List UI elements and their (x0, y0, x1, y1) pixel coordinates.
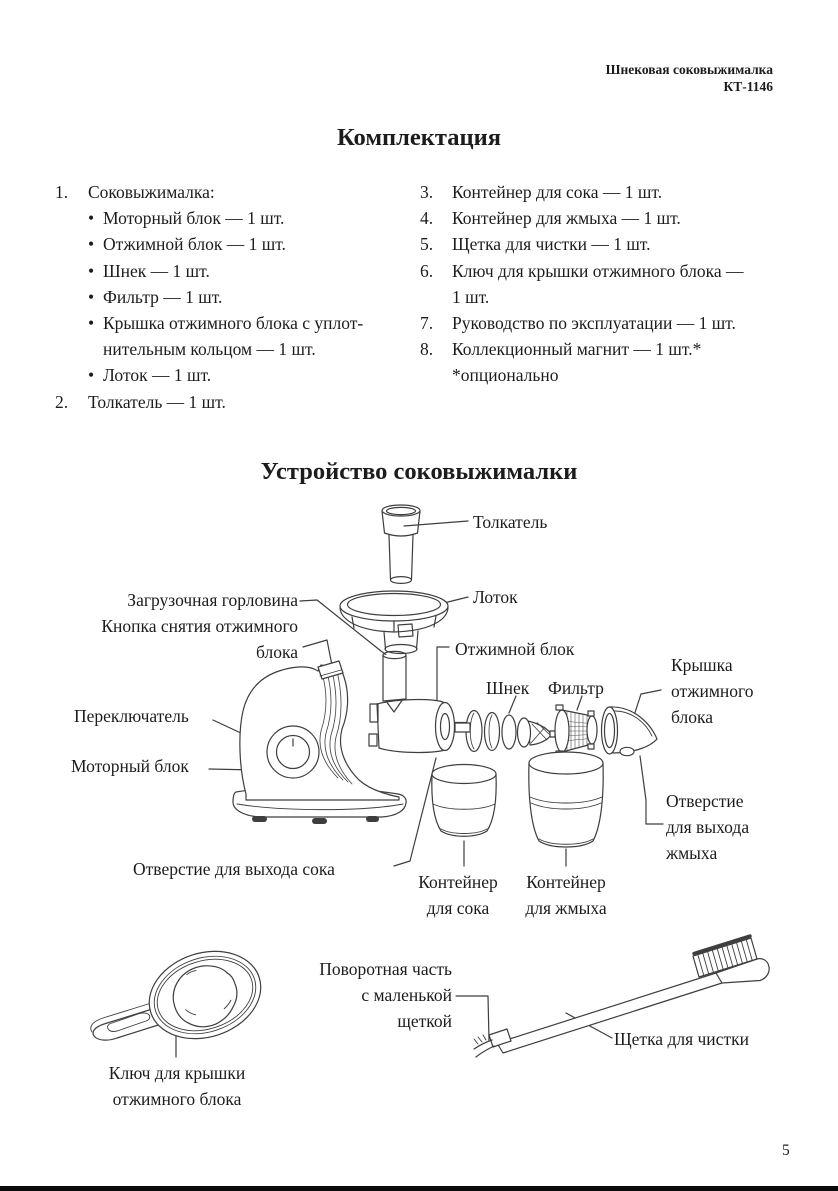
label-pusher: Толкатель (473, 512, 548, 532)
list-text: Моторный блок — 1 шт. (103, 208, 285, 229)
list-text: Руководство по эксплуатации — 1 шт. (452, 313, 736, 334)
bullet-marker: • (88, 286, 95, 307)
bullet-marker: • (88, 234, 95, 255)
list-marker: 1. (55, 182, 69, 202)
squeeze-block-drawing (369, 651, 473, 752)
tray-drawing (340, 591, 448, 654)
filter-drawing (555, 705, 597, 756)
label-motor-block: Моторный блок (71, 756, 189, 776)
label-rotating-part: Поворотная часть с маленькой щеткой (319, 959, 452, 1031)
label-switch: Переключатель (74, 706, 189, 726)
package-section-title: Комплектация (337, 124, 501, 151)
bullet-marker: • (88, 365, 95, 386)
list-text: нительным кольцом — 1 шт. (103, 339, 316, 360)
list-text: Шнек — 1 шт. (103, 260, 210, 281)
list-text: Ключ для крышки отжимного блока — (452, 260, 744, 281)
label-juice-container: Контейнер для сока (418, 872, 498, 918)
list-text: Толкатель — 1 шт. (88, 391, 226, 412)
list-text: Соковыжималка: (88, 182, 215, 202)
product-name: Шнековая соковыжималка (605, 62, 773, 77)
list-text: *опционально (452, 365, 559, 386)
bullet-marker: • (88, 313, 95, 334)
list-text: Лоток — 1 шт. (103, 365, 212, 386)
list-marker: 8. (420, 339, 434, 360)
label-squeeze-block-lid: Крышка отжимного блока (671, 655, 754, 727)
list-marker: 7. (420, 313, 434, 334)
label-release-button: Кнопка снятия отжимного блока (101, 616, 298, 662)
list-marker: 4. (420, 208, 434, 229)
list-marker: 2. (55, 391, 69, 412)
list-text: Отжимной блок — 1 шт. (103, 234, 286, 255)
label-lid-key: Ключ для крышки отжимного блока (108, 1063, 246, 1109)
page-number: 5 (782, 1142, 790, 1159)
label-pulp-outlet: Отверстие для выхода жмыха (666, 791, 750, 863)
list-marker: 6. (420, 260, 434, 281)
pusher-drawing (382, 505, 420, 583)
label-cleaning-brush: Щетка для чистки (614, 1029, 749, 1049)
list-marker: 3. (420, 182, 434, 202)
list-text: Коллекционный магнит — 1 шт.* (452, 339, 702, 360)
list-text: Фильтр — 1 шт. (103, 286, 223, 307)
list-text: Контейнер для жмыха — 1 шт. (452, 208, 681, 229)
list-text: Крышка отжимного блока с уплот- (103, 313, 364, 334)
device-section-title: Устройство соковыжималки (260, 458, 578, 485)
pulp-container-drawing (529, 752, 603, 847)
lid-drawing (602, 707, 658, 756)
label-pulp-container: Контейнер для жмыха (525, 872, 607, 918)
list-marker: 5. (420, 234, 434, 255)
label-auger: Шнек (486, 678, 530, 698)
auger-drawing (455, 711, 555, 752)
list-text: Контейнер для сока — 1 шт. (452, 182, 663, 202)
label-squeeze-block: Отжимной блок (455, 639, 575, 659)
model-number: КТ-1146 (723, 79, 773, 94)
juice-container-drawing (432, 765, 496, 837)
label-tray: Лоток (473, 587, 518, 607)
label-feed-chute: Загрузочная горловина (127, 590, 298, 610)
label-juice-outlet: Отверстие для выхода сока (133, 859, 335, 879)
bullet-marker: • (88, 208, 95, 229)
label-filter: Фильтр (548, 678, 604, 698)
list-text: 1 шт. (452, 286, 490, 307)
footer-bar (0, 1186, 838, 1191)
bullet-marker: • (88, 260, 95, 281)
list-text: Щетка для чистки — 1 шт. (452, 234, 651, 255)
